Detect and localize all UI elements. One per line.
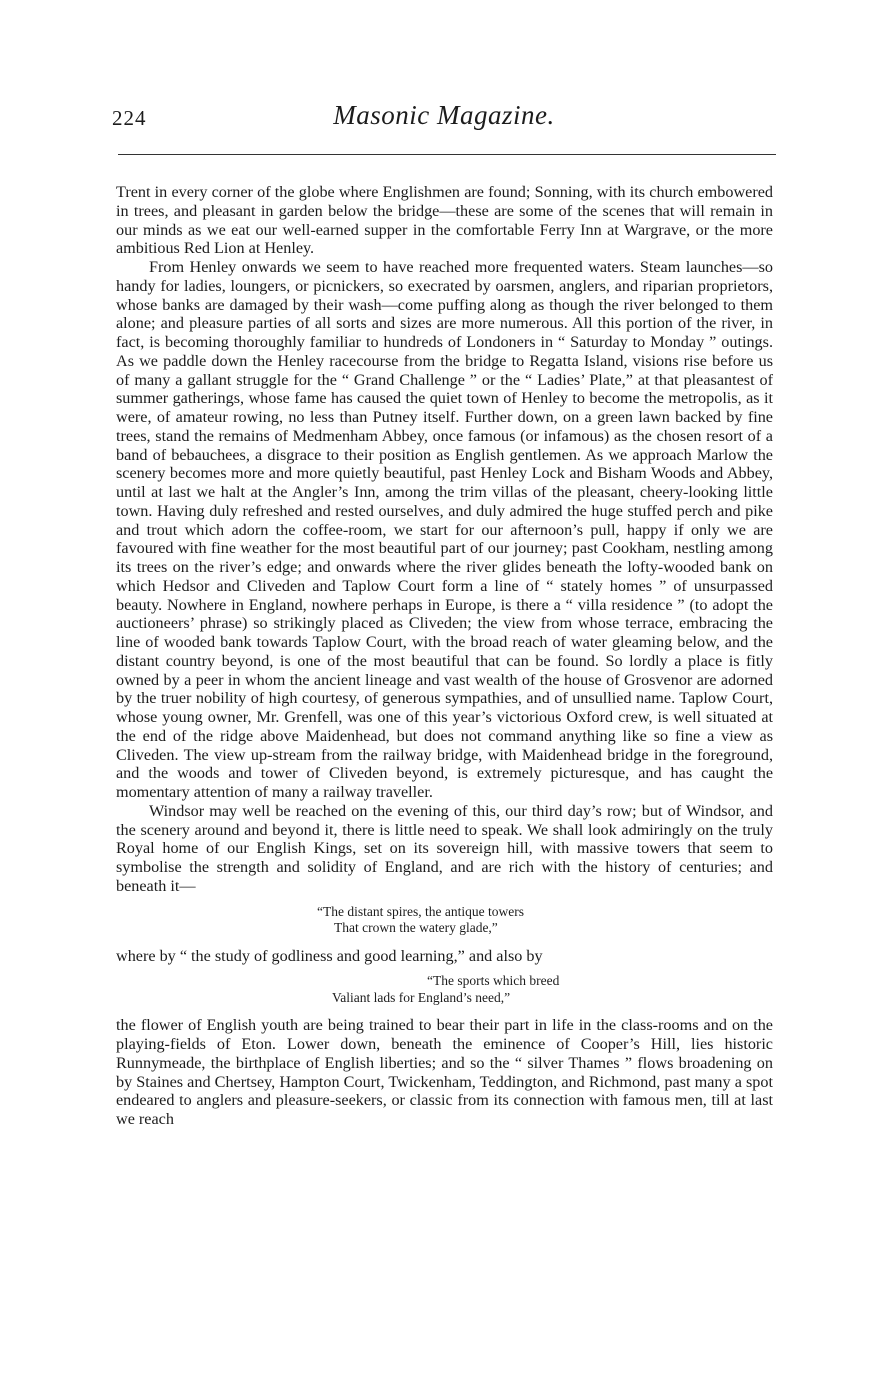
paragraph-runnymede: the flower of English youth are being trained to bear their part in life in the class-rooms and on the playing-fields of Eton. Lower down, beneath the eminence of Cooper’s Hill, lies historic Runnymeade, the birthplace of English liberties; and so the “ silver Thames ” flows broadening on by Staines and Chertsey, Hampton Court, Twickenham, Teddington, and Richmond, past many a spot endeared to anglers and pleasure-seekers, or classic from its connection with famous men, till at last we reach — [116, 1016, 773, 1128]
verse-line: “The distant spires, the antique towers — [317, 903, 524, 919]
verse-line: Valiant lads for England’s need,” — [332, 989, 511, 1005]
verse-quotation-1 — [116, 904, 773, 937]
page-number: 224 — [112, 106, 147, 130]
article-body — [116, 183, 773, 1129]
page-header — [112, 98, 776, 138]
paragraph-windsor: Windsor may well be reached on the evening of this, our third day’s row; but of Windsor, and the scenery around and beyond it, there is little need to speak. We shall look admiringly on the truly Royal home of our English Kings, set on its sovereign hill, with massive towers that seem to symbolise the strength and solidity of England, and are rich with the history of centuries; and beneath it— — [116, 801, 773, 895]
verse-line: “The sports which breed — [427, 973, 560, 989]
paragraph-eton-intro: where by “ the study of godliness and good learning,” and also by — [116, 946, 543, 965]
header-rule — [118, 154, 776, 155]
running-title: Masonic Magazine. — [333, 100, 555, 130]
verse-quotation-2 — [116, 973, 773, 1006]
paragraph-continued: Trent in every corner of the globe where Englishmen are found; Sonning, with its church embowered in trees, and pleasant in garden below the bridge—these are some of the scenes that will remain in our minds as we eat our well-earned supper in the comfortable Ferry Inn at Wargrave, or the more ambitious Red Lion at Henley. — [116, 183, 773, 258]
paragraph-henley: From Henley onwards we seem to have reached more frequented waters. Steam launches—so handy for ladies, loungers, or picnickers, so execrated by oarsmen, anglers, and riparian proprietors, whose banks are damaged by their wash—come puffing along as though the river belonged to them alone; and pleasure parties of all sorts and sizes are more numerous. All this portion of the river, in fact, is becoming thoroughly familiar to hundreds of Londoners in “ Saturday to Monday ” outings. As we paddle down the Henley racecourse from the bridge to Regatta Island, visions rise before us of many a gallant struggle for the “ Grand Challenge ” or the “ Ladies’ Plate,” at that pleasantest of summer gatherings, whose fame has caused the quiet town of Henley to become the metropolis, as it were, of amateur rowing, no less than Putney itself. Further down, on a green lawn backed by fine trees, stand the remains of Medmenham Abbey, once famous (or infamous) as the chosen resort of a band of bebauchees, a disgrace to their position as English gentlemen. As we approach Marlow the scenery becomes more and more quietly beautiful, past Henley Lock and Bisham Woods and Abbey, until at last we halt at the Angler’s Inn, among the trim villas of the pleasant, cheery-looking little town. Having duly refreshed and rested ourselves, and duly admired the huge stuffed perch and pike and trout which adorn the coffee-room, we start for our afternoon’s pull, happy if only we are favoured with fine weather for the most beautiful part of our journey; past Cookham, nestling among its trees on the river’s edge; and onwards where the river glides beneath the lofty-wooded bank on which Hedsor and Cliveden and Taplow Court form a line of “ stately homes ” of unsurpassed beauty. Nowhere in England, nowhere perhaps in Europe, is there a “ villa residence ” (to adopt the auctioneers’ phrase) so strikingly placed as Cliveden; the view from whose terrace, embracing the line of wooded bank towards Taplow Court, with the broad reach of water gleaming below, and the distant country beyond, is one of the most beautiful that can be found. So lordly a place is fitly owned by a peer in whom the ancient lineage and vast wealth of the house of Grosvenor are adorned by the truer nobility of high courtesy, of generous sympathies, and of unsullied name. Taplow Court, whose young owner, Mr. Grenfell, was one of this year’s victorious Oxford crew, is well situated at the end of the ridge above Maidenhead, but does not command anything like so fine a view as Cliveden. The view up-stream from the railway bridge, with Maidenhead bridge in the foreground, and the woods and tower of Cliveden beyond, is extremely picturesque, and has caught the momentary attention of many a railway traveller. — [116, 258, 773, 801]
verse-line: That crown the watery glade,” — [334, 920, 498, 935]
